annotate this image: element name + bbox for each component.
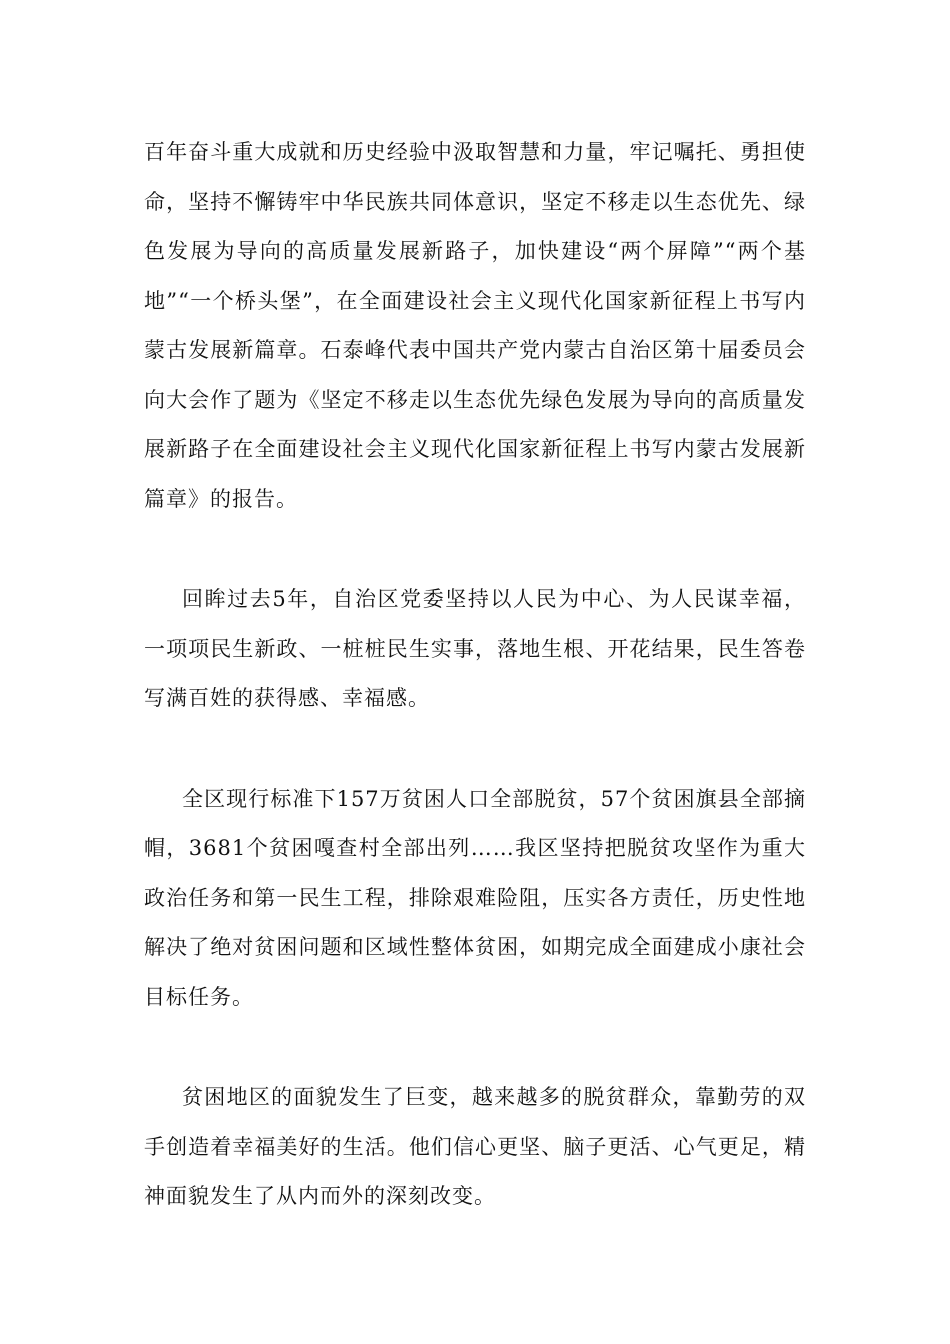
paragraph-gap [144, 524, 806, 575]
paragraph-4: 贫困地区的面貌发生了巨变，越来越多的脱贫群众，靠勤劳的双手创造着幸福美好的生活。他们信心更坚、脑子更活、心气更足，精神面貌发生了从内而外的深刻改变。 [144, 1085, 806, 1208]
paragraph-2: 回眸过去5年，自治区党委坚持以人民为中心、为人民谋幸福，一项项民生新政、一桩桩民生实事，落地生根、开花结果，民生答卷写满百姓的获得感、幸福感。 [144, 587, 806, 710]
paragraph-1: 百年奋斗重大成就和历史经验中汲取智慧和力量，牢记嘱托、勇担使命，坚持不懈铸牢中华民族共同体意识，坚定不移走以生态优先、绿色发展为导向的高质量发展新路子，加快建设“两个屏障”“两个基地”“一个桥头堡”，在全面建设社会主义现代化国家新征程上书写内蒙古发展新篇章。石泰峰代表中国共产党内蒙古自治区第十届委员会向大会作了题为《坚定不移走以生态优先绿色发展为导向的高质量发展新路子在全面建设社会主义现代化国家新征程上书写内蒙古发展新篇章》的报告。 [144, 140, 806, 511]
paragraph-gap [144, 1022, 806, 1073]
paragraph-gap [144, 724, 806, 775]
paragraph-3: 全区现行标准下157万贫困人口全部脱贫，57个贫困旗县全部摘帽，3681个贫困嘎查村全部出列……我区坚持把脱贫攻坚作为重大政治任务和第一民生工程，排除艰难险阻，压实各方责任，历史性地解决了绝对贫困问题和区域性整体贫困，如期完成全面建成小康社会目标任务。 [144, 786, 806, 1009]
document-body [144, 128, 806, 1222]
